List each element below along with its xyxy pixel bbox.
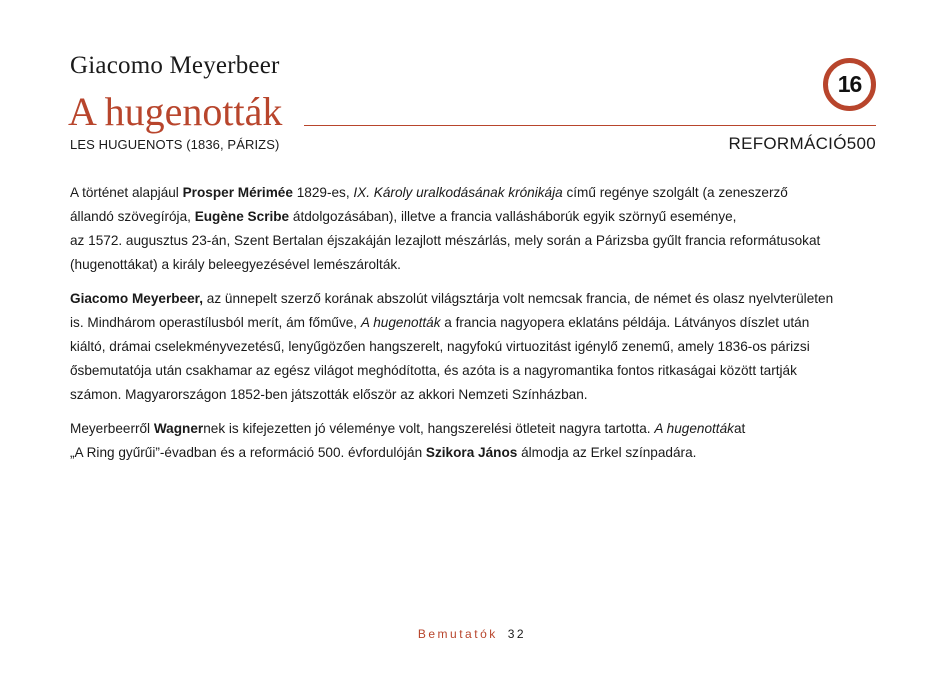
text-run: átdolgozásában), illetve a francia vallásháborúk egyik szörnyű eseménye, bbox=[289, 209, 737, 224]
text-run: álmodja az Erkel színpadára. bbox=[517, 445, 697, 460]
text-run: számon. Magyarországon 1852-ben játszották először az akkori Nemzeti Színházban. bbox=[70, 387, 588, 402]
page-title: A hugenották bbox=[68, 89, 283, 134]
text-run: ősbemutatója után csakhamar az egész világot meghódította, és azóta is a nagyromantika fontos ritkaságai között tartják bbox=[70, 363, 797, 378]
text-run: A hugenották bbox=[654, 421, 734, 436]
series-label: REFORMÁCIÓ500 bbox=[728, 134, 876, 153]
text-run: A hugenották bbox=[360, 315, 441, 330]
page-footer bbox=[0, 627, 944, 641]
text-run: (hugenottákat) a király beleegyezésével lemészárolták. bbox=[70, 257, 401, 272]
original-title-subtitle: LES HUGUENOTS (1836, PÁRIZS) bbox=[70, 137, 280, 152]
text-run: A történet alapjául bbox=[70, 185, 183, 200]
text-run: Eugène Scribe bbox=[194, 209, 290, 224]
paragraph-3 bbox=[70, 417, 885, 465]
text-run: Giacomo Meyerbeer, bbox=[70, 291, 203, 306]
text-run: Meyerbeerről bbox=[70, 421, 154, 436]
text-run: nek is kifejezetten jó véleménye volt, hangszerelési ötleteit nagyra tartotta. bbox=[203, 421, 655, 436]
text-run: „A Ring gyűrűi”-évadban és a reformáció 500. évfordulóján bbox=[70, 445, 426, 460]
text-run: Szikora János bbox=[425, 445, 518, 460]
text-run: 1829-es, bbox=[292, 185, 354, 200]
text-run: című regénye szolgált (a zeneszerző bbox=[562, 185, 788, 200]
text-run: állandó szövegírója, bbox=[70, 209, 195, 224]
text-run: Prosper Mérimée bbox=[182, 185, 293, 200]
title-rule bbox=[304, 125, 876, 126]
page-number: 32 bbox=[507, 627, 527, 641]
age-rating-number: 16 bbox=[837, 71, 862, 97]
text-run: kiáltó, drámai cselekményvezetésű, lenyűgözően hangszerelt, nagyfokú virtuozitást igénylő zenemű, amely 1836-os párizsi bbox=[70, 339, 810, 354]
text-run: az 1572. augusztus 23-án, Szent Bertalan éjszakáján lezajlott mészárlás, mely során a Párizsba gyűlt francia reformátusokat bbox=[70, 233, 821, 248]
text-run: at bbox=[733, 421, 746, 436]
paragraph-1 bbox=[70, 181, 885, 277]
text-run: Wagner bbox=[153, 421, 204, 436]
text-run: IX. Károly uralkodásának krónikája bbox=[353, 185, 563, 200]
article-body bbox=[70, 181, 885, 475]
paragraph-2 bbox=[70, 287, 885, 407]
text-run: is. Mindhárom operastílusból merít, ám főműve, bbox=[70, 315, 361, 330]
text-run: az ünnepelt szerző korának abszolút világsztárja volt nemcsak francia, de német és olasz nyelvterületen bbox=[202, 291, 834, 306]
age-rating-badge bbox=[823, 58, 876, 111]
footer-section-label: Bemutatók bbox=[417, 627, 498, 641]
composer-name: Giacomo Meyerbeer bbox=[70, 52, 280, 79]
text-run: a francia nagyopera eklatáns példája. Látványos díszlet után bbox=[440, 315, 810, 330]
